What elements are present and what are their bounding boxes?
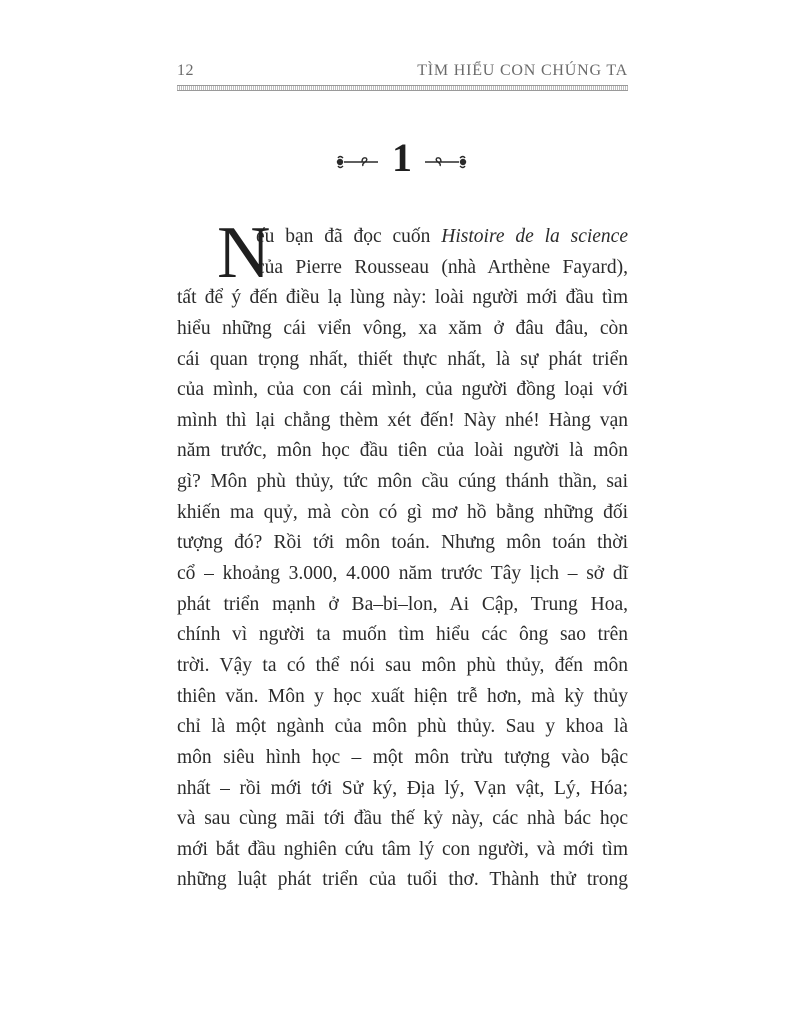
paragraph-line: cái quan trọng nhất, thiết thực nhất, là sự phát triển xyxy=(177,348,628,370)
paragraph-line-text: ếu bạn đã đọc cuốn xyxy=(256,226,442,247)
book-title-italic: Histoire de la science xyxy=(441,226,628,247)
paragraph-line: của Pierre Rousseau (nhà Arthène Fayard), xyxy=(256,256,628,278)
chapter-heading xyxy=(0,128,800,188)
paragraph-line: phát triển mạnh ở Ba–bi–lon, Ai Cập, Trung Hoa, xyxy=(177,593,628,615)
paragraph-line: và sau cùng mãi tới đầu thế kỷ này, các nhà bác học xyxy=(177,808,628,830)
paragraph-line: thiên văn. Môn y học xuất hiện trễ hơn, mà kỳ thủy xyxy=(177,685,628,707)
paragraph-line: môn siêu hình học – một môn trừu tượng vào bậc xyxy=(177,746,628,768)
paragraph-line: chính vì người ta muốn tìm hiểu các ông sao trên xyxy=(177,624,628,646)
paragraph-line: những luật phát triển của tuổi thơ. Thành thử trong xyxy=(177,869,628,891)
ornament-left-icon xyxy=(336,154,380,170)
paragraph-line: tất để ý đến điều lạ lùng này: loài người mới đầu tìm xyxy=(177,287,628,309)
paragraph-line: khiến ma quỷ, mà còn có gì mơ hồ bằng những đối xyxy=(177,501,628,523)
paragraph-line: cổ – khoảng 3.000, 4.000 năm trước Tây lịch – sở dĩ xyxy=(177,563,628,585)
ornament-right-icon xyxy=(423,154,467,170)
paragraph-line: mình thì lại chẳng thèm xét đến! Này nhé! Hàng vạn xyxy=(177,409,628,431)
paragraph-line: tượng đó? Rồi tới môn toán. Nhưng môn toán thời xyxy=(177,532,628,554)
paragraph-line: mới bắt đầu nghiên cứu tâm lý con người, và mới tìm xyxy=(177,838,628,860)
header-rule xyxy=(177,85,628,91)
paragraph-line: gì? Môn phù thủy, tức môn cầu cúng thánh thần, sai xyxy=(177,471,628,493)
paragraph-line: của mình, của con cái mình, của người đồng loại với xyxy=(177,379,628,401)
chapter-body xyxy=(177,212,628,896)
chapter-number: 1 xyxy=(392,135,412,180)
paragraph-line: nhất – rồi mới tới Sử ký, Địa lý, Vạn vật, Lý, Hóa; xyxy=(177,777,628,799)
paragraph-line: chỉ là một ngành của môn phù thủy. Sau y khoa là xyxy=(177,716,628,738)
paragraph-line: hiểu những cái viển vông, xa xăm ở đâu đâu, còn xyxy=(177,317,628,339)
paragraph-line: năm trước, môn học đầu tiên của loài người là môn xyxy=(177,440,628,462)
paragraph-line: trời. Vậy ta có thể nói sau môn phù thủy, đến môn xyxy=(177,654,628,676)
running-header-title: TÌM HIỂU CON CHÚNG TA xyxy=(417,62,628,79)
page-number: 12 xyxy=(177,62,194,79)
running-header xyxy=(177,62,628,84)
drop-cap: N xyxy=(217,212,271,294)
